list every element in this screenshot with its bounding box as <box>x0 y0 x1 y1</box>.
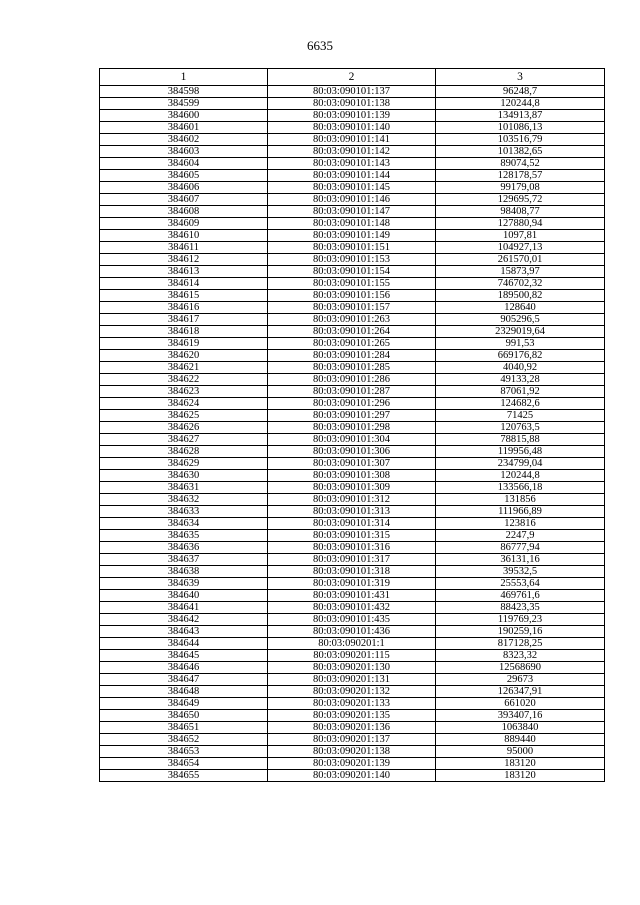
row-number-cell: 384616 <box>100 302 268 314</box>
value-cell: 98408,77 <box>436 206 605 218</box>
row-number-cell: 384609 <box>100 218 268 230</box>
table-row <box>100 218 605 230</box>
table-row <box>100 254 605 266</box>
cadastral-number-cell: 80:03:090101:315 <box>268 530 436 542</box>
cadastral-number-cell: 80:03:090101:143 <box>268 158 436 170</box>
cadastral-number-cell: 80:03:090201:115 <box>268 650 436 662</box>
cadastral-number-cell: 80:03:090201:138 <box>268 746 436 758</box>
table-row <box>100 362 605 374</box>
cadastral-number-cell: 80:03:090201:1 <box>268 638 436 650</box>
row-number-cell: 384603 <box>100 146 268 158</box>
table-row <box>100 110 605 122</box>
cadastral-number-cell: 80:03:090101:297 <box>268 410 436 422</box>
table-row <box>100 290 605 302</box>
row-number-cell: 384628 <box>100 446 268 458</box>
cadastral-number-cell: 80:03:090201:131 <box>268 674 436 686</box>
cadastral-number-cell: 80:03:090101:151 <box>268 242 436 254</box>
row-number-cell: 384629 <box>100 458 268 470</box>
table-row <box>100 422 605 434</box>
cadastral-number-cell: 80:03:090101:148 <box>268 218 436 230</box>
row-number-cell: 384623 <box>100 386 268 398</box>
table-row <box>100 314 605 326</box>
value-cell: 101382,65 <box>436 146 605 158</box>
row-number-cell: 384620 <box>100 350 268 362</box>
cadastral-number-cell: 80:03:090201:136 <box>268 722 436 734</box>
value-cell: 817128,25 <box>436 638 605 650</box>
cadastral-number-cell: 80:03:090101:307 <box>268 458 436 470</box>
row-number-cell: 384637 <box>100 554 268 566</box>
table-row <box>100 398 605 410</box>
table-row <box>100 602 605 614</box>
column-header-2: 2 <box>268 69 436 86</box>
value-cell: 991,53 <box>436 338 605 350</box>
row-number-cell: 384634 <box>100 518 268 530</box>
table-row <box>100 482 605 494</box>
row-number-cell: 384626 <box>100 422 268 434</box>
cadastral-number-cell: 80:03:090101:309 <box>268 482 436 494</box>
row-number-cell: 384638 <box>100 566 268 578</box>
table-row <box>100 206 605 218</box>
table-row <box>100 134 605 146</box>
cadastral-number-cell: 80:03:090101:265 <box>268 338 436 350</box>
table-row <box>100 194 605 206</box>
row-number-cell: 384627 <box>100 434 268 446</box>
table-row <box>100 722 605 734</box>
table-row <box>100 302 605 314</box>
cadastral-number-cell: 80:03:090101:304 <box>268 434 436 446</box>
row-number-cell: 384643 <box>100 626 268 638</box>
cadastral-number-cell: 80:03:090101:285 <box>268 362 436 374</box>
value-cell: 4040,92 <box>436 362 605 374</box>
row-number-cell: 384601 <box>100 122 268 134</box>
value-cell: 95000 <box>436 746 605 758</box>
cadastral-number-cell: 80:03:090101:432 <box>268 602 436 614</box>
row-number-cell: 384633 <box>100 506 268 518</box>
row-number-cell: 384617 <box>100 314 268 326</box>
row-number-cell: 384599 <box>100 98 268 110</box>
cadastral-number-cell: 80:03:090201:132 <box>268 686 436 698</box>
row-number-cell: 384648 <box>100 686 268 698</box>
table-body <box>100 86 605 782</box>
cadastral-number-cell: 80:03:090101:157 <box>268 302 436 314</box>
table-row <box>100 446 605 458</box>
cadastral-number-cell: 80:03:090101:436 <box>268 626 436 638</box>
cadastral-number-cell: 80:03:090101:431 <box>268 590 436 602</box>
row-number-cell: 384615 <box>100 290 268 302</box>
value-cell: 393407,16 <box>436 710 605 722</box>
cadastral-number-cell: 80:03:090101:314 <box>268 518 436 530</box>
table-row <box>100 326 605 338</box>
table-row <box>100 734 605 746</box>
table-row <box>100 518 605 530</box>
cadastral-number-cell: 80:03:090101:264 <box>268 326 436 338</box>
row-number-cell: 384649 <box>100 698 268 710</box>
cadastral-number-cell: 80:03:090101:149 <box>268 230 436 242</box>
cadastral-number-cell: 80:03:090101:298 <box>268 422 436 434</box>
row-number-cell: 384621 <box>100 362 268 374</box>
row-number-cell: 384651 <box>100 722 268 734</box>
value-cell: 71425 <box>436 410 605 422</box>
table-row <box>100 590 605 602</box>
cadastral-number-cell: 80:03:090101:145 <box>268 182 436 194</box>
value-cell: 39532,5 <box>436 566 605 578</box>
row-number-cell: 384644 <box>100 638 268 650</box>
header-row <box>100 69 605 86</box>
value-cell: 126347,91 <box>436 686 605 698</box>
table-row <box>100 662 605 674</box>
value-cell: 36131,16 <box>436 554 605 566</box>
value-cell: 131856 <box>436 494 605 506</box>
table-row <box>100 758 605 770</box>
row-number-cell: 384610 <box>100 230 268 242</box>
row-number-cell: 384630 <box>100 470 268 482</box>
row-number-cell: 384642 <box>100 614 268 626</box>
value-cell: 1097,81 <box>436 230 605 242</box>
value-cell: 86777,94 <box>436 542 605 554</box>
table-row <box>100 158 605 170</box>
cadastral-number-cell: 80:03:090101:140 <box>268 122 436 134</box>
value-cell: 88423,35 <box>436 602 605 614</box>
cadastral-number-cell: 80:03:090201:137 <box>268 734 436 746</box>
cadastral-number-cell: 80:03:090101:287 <box>268 386 436 398</box>
row-number-cell: 384650 <box>100 710 268 722</box>
cadastral-number-cell: 80:03:090101:312 <box>268 494 436 506</box>
column-header-1: 1 <box>100 69 268 86</box>
table-row <box>100 338 605 350</box>
cadastral-number-cell: 80:03:090101:139 <box>268 110 436 122</box>
value-cell: 104927,13 <box>436 242 605 254</box>
value-cell: 89074,52 <box>436 158 605 170</box>
value-cell: 120244,8 <box>436 470 605 482</box>
value-cell: 8323,32 <box>436 650 605 662</box>
cadastral-number-cell: 80:03:090101:319 <box>268 578 436 590</box>
table-header <box>100 69 605 86</box>
cadastral-number-cell: 80:03:090101:284 <box>268 350 436 362</box>
column-header-3: 3 <box>436 69 605 86</box>
cadastral-number-cell: 80:03:090101:141 <box>268 134 436 146</box>
table-row <box>100 86 605 98</box>
value-cell: 111966,89 <box>436 506 605 518</box>
row-number-cell: 384608 <box>100 206 268 218</box>
value-cell: 120763,5 <box>436 422 605 434</box>
value-cell: 103516,79 <box>436 134 605 146</box>
table-row <box>100 554 605 566</box>
cadastral-number-cell: 80:03:090101:153 <box>268 254 436 266</box>
row-number-cell: 384655 <box>100 770 268 782</box>
value-cell: 119956,48 <box>436 446 605 458</box>
value-cell: 1063840 <box>436 722 605 734</box>
cadastral-number-cell: 80:03:090101:155 <box>268 278 436 290</box>
value-cell: 2329019,64 <box>436 326 605 338</box>
cadastral-number-cell: 80:03:090101:317 <box>268 554 436 566</box>
value-cell: 120244,8 <box>436 98 605 110</box>
table-row <box>100 710 605 722</box>
value-cell: 49133,28 <box>436 374 605 386</box>
row-number-cell: 384614 <box>100 278 268 290</box>
table-row <box>100 470 605 482</box>
value-cell: 12568690 <box>436 662 605 674</box>
row-number-cell: 384622 <box>100 374 268 386</box>
value-cell: 261570,01 <box>436 254 605 266</box>
table-row <box>100 350 605 362</box>
row-number-cell: 384639 <box>100 578 268 590</box>
table-row <box>100 278 605 290</box>
table-row <box>100 746 605 758</box>
value-cell: 99179,08 <box>436 182 605 194</box>
cadastral-number-cell: 80:03:090201:135 <box>268 710 436 722</box>
table-row <box>100 638 605 650</box>
cadastral-number-cell: 80:03:090201:140 <box>268 770 436 782</box>
row-number-cell: 384611 <box>100 242 268 254</box>
value-cell: 129695,72 <box>436 194 605 206</box>
row-number-cell: 384653 <box>100 746 268 758</box>
value-cell: 128640 <box>436 302 605 314</box>
table-row <box>100 626 605 638</box>
table-row <box>100 698 605 710</box>
table-row <box>100 122 605 134</box>
row-number-cell: 384646 <box>100 662 268 674</box>
row-number-cell: 384618 <box>100 326 268 338</box>
row-number-cell: 384654 <box>100 758 268 770</box>
cadastral-number-cell: 80:03:090101:318 <box>268 566 436 578</box>
value-cell: 2247,9 <box>436 530 605 542</box>
table-row <box>100 242 605 254</box>
cadastral-number-cell: 80:03:090101:138 <box>268 98 436 110</box>
table-row <box>100 182 605 194</box>
value-cell: 905296,5 <box>436 314 605 326</box>
value-cell: 134913,87 <box>436 110 605 122</box>
value-cell: 29673 <box>436 674 605 686</box>
cadastral-number-cell: 80:03:090101:313 <box>268 506 436 518</box>
value-cell: 15873,97 <box>436 266 605 278</box>
row-number-cell: 384598 <box>100 86 268 98</box>
value-cell: 124682,6 <box>436 398 605 410</box>
row-number-cell: 384641 <box>100 602 268 614</box>
row-number-cell: 384625 <box>100 410 268 422</box>
value-cell: 87061,92 <box>436 386 605 398</box>
row-number-cell: 384612 <box>100 254 268 266</box>
table-row <box>100 542 605 554</box>
row-number-cell: 384606 <box>100 182 268 194</box>
value-cell: 119769,23 <box>436 614 605 626</box>
cadastral-number-cell: 80:03:090101:156 <box>268 290 436 302</box>
row-number-cell: 384602 <box>100 134 268 146</box>
cadastral-number-cell: 80:03:090101:435 <box>268 614 436 626</box>
table-row <box>100 494 605 506</box>
cadastral-number-cell: 80:03:090101:147 <box>268 206 436 218</box>
table-row <box>100 170 605 182</box>
table-row <box>100 650 605 662</box>
table-row <box>100 98 605 110</box>
value-cell: 889440 <box>436 734 605 746</box>
table-row <box>100 146 605 158</box>
value-cell: 133566,18 <box>436 482 605 494</box>
value-cell: 190259,16 <box>436 626 605 638</box>
table-row <box>100 614 605 626</box>
value-cell: 101086,13 <box>436 122 605 134</box>
row-number-cell: 384607 <box>100 194 268 206</box>
row-number-cell: 384632 <box>100 494 268 506</box>
cadastral-number-cell: 80:03:090101:154 <box>268 266 436 278</box>
value-cell: 469761,6 <box>436 590 605 602</box>
table-row <box>100 530 605 542</box>
cadastral-number-cell: 80:03:090101:286 <box>268 374 436 386</box>
table-row <box>100 566 605 578</box>
value-cell: 189500,82 <box>436 290 605 302</box>
cadastral-number-cell: 80:03:090101:308 <box>268 470 436 482</box>
cadastral-number-cell: 80:03:090101:146 <box>268 194 436 206</box>
page-number: 6635 <box>307 38 333 53</box>
row-number-cell: 384635 <box>100 530 268 542</box>
cadastral-number-cell: 80:03:090201:133 <box>268 698 436 710</box>
value-cell: 128178,57 <box>436 170 605 182</box>
row-number-cell: 384624 <box>100 398 268 410</box>
table-row <box>100 458 605 470</box>
value-cell: 78815,88 <box>436 434 605 446</box>
value-cell: 183120 <box>436 758 605 770</box>
row-number-cell: 384647 <box>100 674 268 686</box>
cadastral-number-cell: 80:03:090101:137 <box>268 86 436 98</box>
value-cell: 96248,7 <box>436 86 605 98</box>
row-number-cell: 384631 <box>100 482 268 494</box>
row-number-cell: 384613 <box>100 266 268 278</box>
cadastral-number-cell: 80:03:090101:144 <box>268 170 436 182</box>
data-table <box>99 68 605 782</box>
value-cell: 746702,32 <box>436 278 605 290</box>
cadastral-number-cell: 80:03:090201:130 <box>268 662 436 674</box>
table-row <box>100 410 605 422</box>
table-row <box>100 386 605 398</box>
value-cell: 25553,64 <box>436 578 605 590</box>
row-number-cell: 384652 <box>100 734 268 746</box>
value-cell: 183120 <box>436 770 605 782</box>
row-number-cell: 384604 <box>100 158 268 170</box>
value-cell: 234799,04 <box>436 458 605 470</box>
row-number-cell: 384640 <box>100 590 268 602</box>
table-row <box>100 230 605 242</box>
cadastral-number-cell: 80:03:090101:263 <box>268 314 436 326</box>
table-row <box>100 266 605 278</box>
table-row <box>100 434 605 446</box>
table-row <box>100 374 605 386</box>
row-number-cell: 384600 <box>100 110 268 122</box>
cadastral-number-cell: 80:03:090201:139 <box>268 758 436 770</box>
cadastral-number-cell: 80:03:090101:316 <box>268 542 436 554</box>
value-cell: 661020 <box>436 698 605 710</box>
cadastral-number-cell: 80:03:090101:296 <box>268 398 436 410</box>
table-row <box>100 674 605 686</box>
table-row <box>100 770 605 782</box>
table-row <box>100 686 605 698</box>
table-row <box>100 506 605 518</box>
value-cell: 123816 <box>436 518 605 530</box>
value-cell: 669176,82 <box>436 350 605 362</box>
value-cell: 127880,94 <box>436 218 605 230</box>
table-row <box>100 578 605 590</box>
row-number-cell: 384645 <box>100 650 268 662</box>
row-number-cell: 384605 <box>100 170 268 182</box>
cadastral-number-cell: 80:03:090101:306 <box>268 446 436 458</box>
row-number-cell: 384636 <box>100 542 268 554</box>
row-number-cell: 384619 <box>100 338 268 350</box>
cadastral-number-cell: 80:03:090101:142 <box>268 146 436 158</box>
